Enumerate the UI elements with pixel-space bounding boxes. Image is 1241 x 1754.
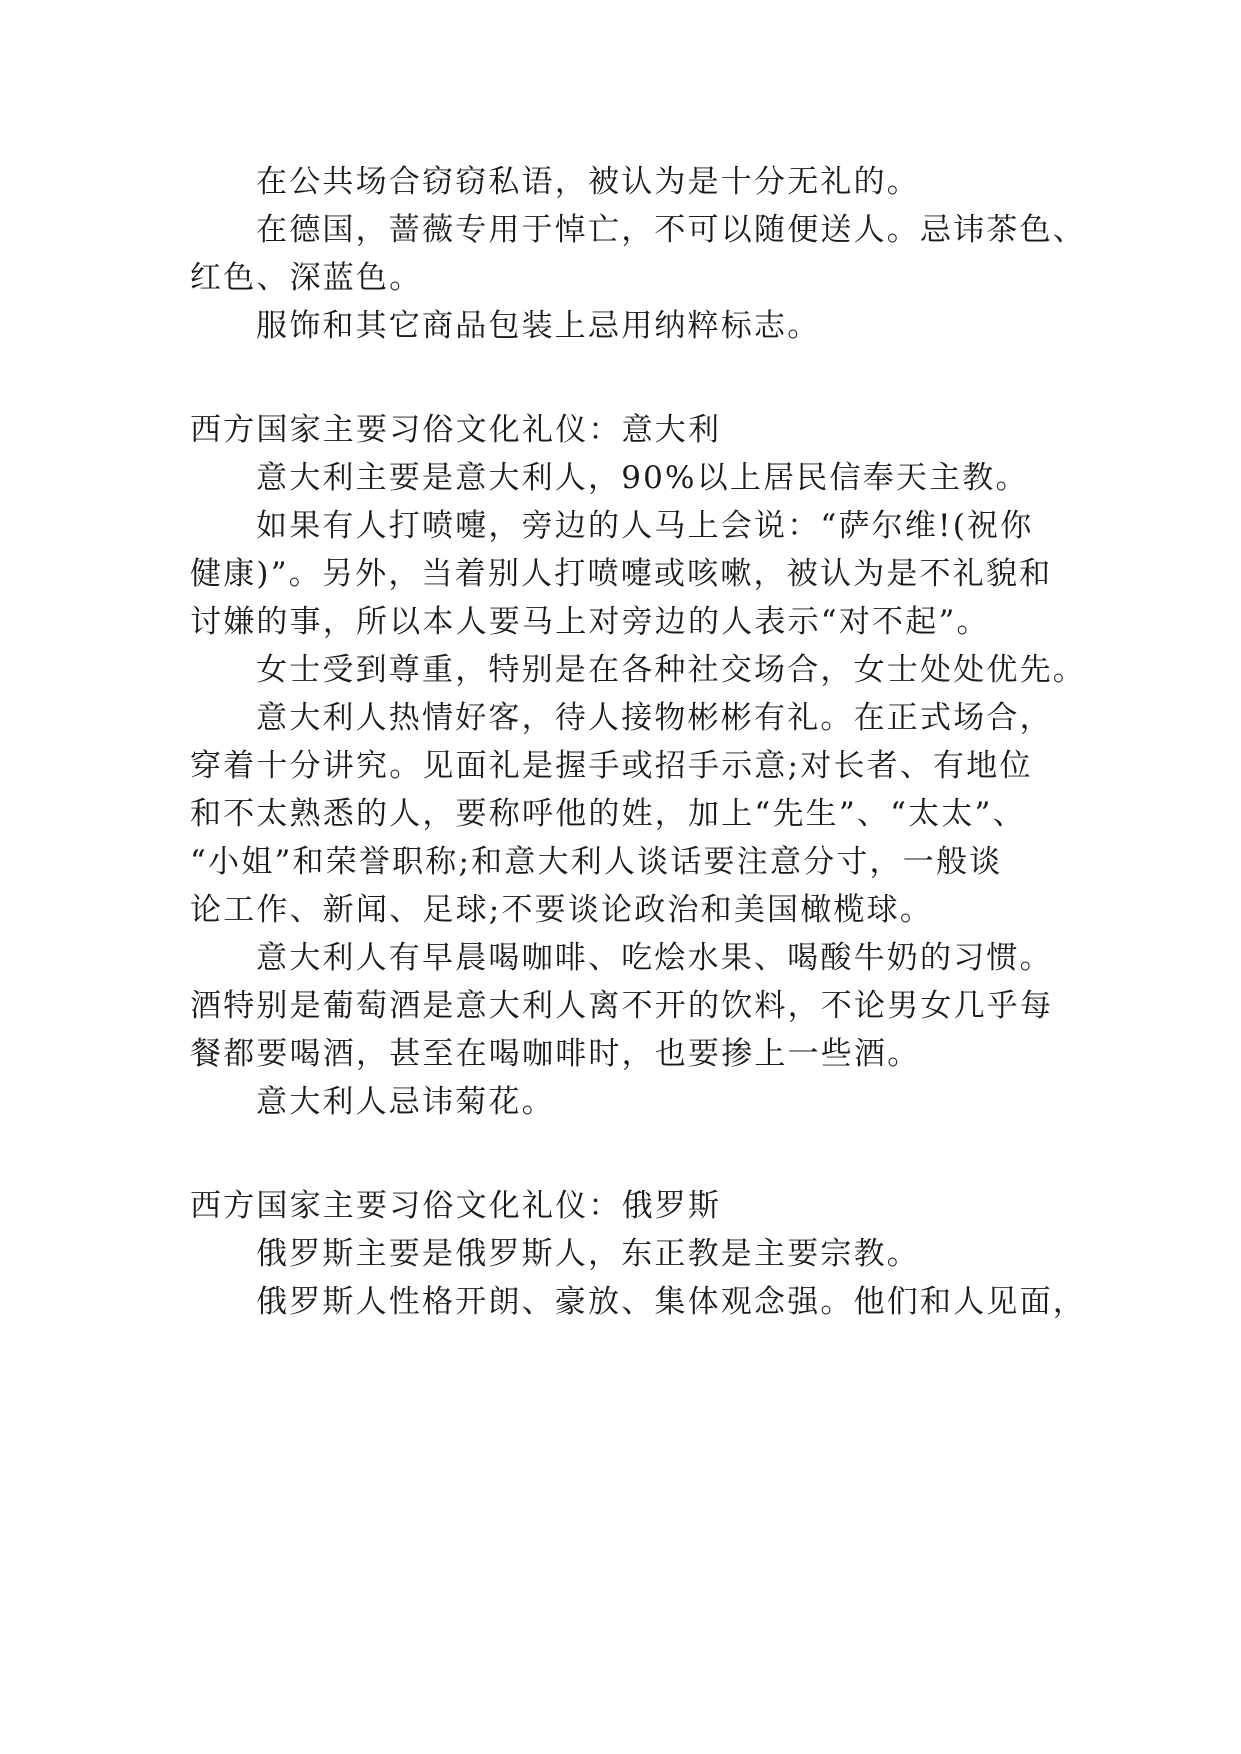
section-italy <box>190 406 1086 1126</box>
section-gap <box>190 350 1060 406</box>
paragraph-line: 穿着十分讲究。见面礼是握手或招手示意;对长者、有地位 <box>190 748 1033 784</box>
section-germany <box>190 158 1086 350</box>
paragraph-line: 论工作、新闻、足球;不要谈论政治和美国橄榄球。 <box>190 892 934 928</box>
paragraph-line: 酒特别是葡萄酒是意大利人离不开的饮料，不论男女几乎每 <box>190 988 1054 1024</box>
paragraph-line: 意大利人忌讳菊花。 <box>256 1084 555 1120</box>
paragraph-line: 女士受到尊重，特别是在各种社交场合，女士处处优先。 <box>256 652 1086 688</box>
paragraph-line: 在德国，蔷薇专用于悼亡，不可以随便送人。忌讳茶色、 <box>256 212 1086 248</box>
paragraph-line: 餐都要喝酒，甚至在喝咖啡时，也要掺上一些酒。 <box>190 1036 921 1072</box>
paragraph-line: 和不太熟悉的人，要称呼他的姓，加上“先生”、“太太”、 <box>190 796 1026 832</box>
paragraph-line: 俄罗斯人性格开朗、豪放、集体观念强。他们和人见面， <box>256 1284 1086 1320</box>
paragraph-line: 意大利人热情好客，待人接物彬彬有礼。在正式场合， <box>256 700 1053 736</box>
section-russia <box>190 1182 1086 1326</box>
section-heading: 西方国家主要习俗文化礼仪：俄罗斯 <box>190 1188 722 1224</box>
paragraph-line: 如果有人打喷嚏，旁边的人马上会说：“萨尔维!(祝你 <box>256 508 1034 544</box>
paragraph-line: 意大利人有早晨喝咖啡、吃烩水果、喝酸牛奶的习惯。 <box>256 940 1053 976</box>
section-gap <box>190 1126 1060 1182</box>
paragraph-line: 健康)”。另外，当着别人打喷嚏或咳嗽，被认为是不礼貌和 <box>190 556 1053 592</box>
document-body <box>190 158 1086 1326</box>
section-heading: 西方国家主要习俗文化礼仪：意大利 <box>190 412 722 448</box>
paragraph-line: 红色、深蓝色。 <box>190 260 423 296</box>
paragraph-line: 俄罗斯主要是俄罗斯人，东正教是主要宗教。 <box>256 1236 920 1272</box>
paragraph-line: “小姐”和荣誉职称;和意大利人谈话要注意分寸，一般谈 <box>190 844 1003 880</box>
paragraph-line: 服饰和其它商品包装上忌用纳粹标志。 <box>256 308 821 344</box>
paragraph-line: 在公共场合窃窃私语，被认为是十分无礼的。 <box>256 164 920 200</box>
paragraph-line: 意大利主要是意大利人，90%以上居民信奉天主教。 <box>256 460 1029 496</box>
paragraph-line: 讨嫌的事，所以本人要马上对旁边的人表示“对不起”。 <box>190 604 990 640</box>
